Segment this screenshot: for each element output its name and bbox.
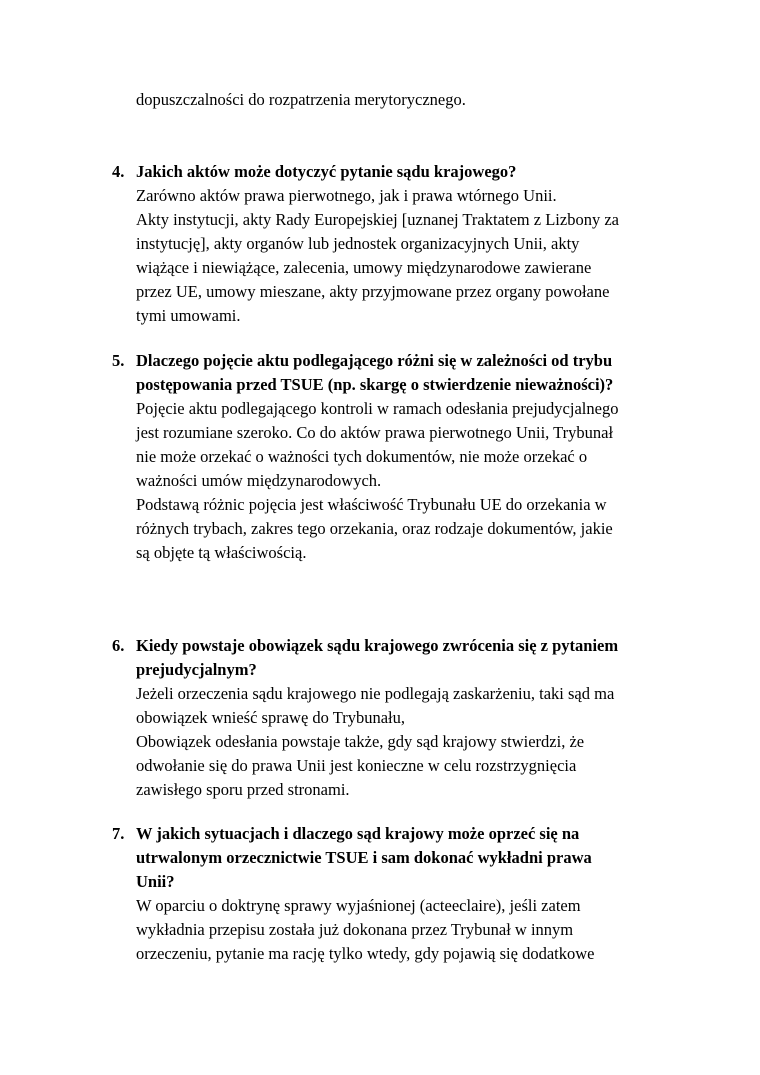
question-answer: Pojęcie aktu podlegającego kontroli w ramach odesłania prejudycjalnego jest rozumiane szeroko. Co do aktów prawa pierwotnego Unii, Trybunał nie może orzekać o ważności tych dokumentów, nie może orzekać o ważności umów międzynarodowych. Podstawą różnic pojęcia jest właściwość Trybunału UE do orzekania w różnych trybach, zakres tego orzekania, oraz rodzaje dokumentów, jakie są objęte tą właściwością.	[136, 399, 619, 562]
question-number: 6.	[112, 636, 125, 655]
question-answer: W oparciu o doktrynę sprawy wyjaśnionej (acteeclaire), jeśli zatem wykładnia przepisu została już dokonana przez Trybunał w innym orzeczeniu, pytanie ma rację tylko wtedy, gdy pojawią się dodatkowe	[136, 896, 595, 963]
question-title: W jakich sytuacjach i dlaczego sąd krajowy może oprzeć się na utrwalonym orzecznictwie TSUE i sam dokonać wykładni prawa Unii?	[136, 824, 592, 891]
question-number: 4.	[112, 162, 125, 181]
intro-paragraph: dopuszczalności do rozpatrzenia merytorycznego.	[136, 90, 466, 109]
question-number: 7.	[112, 824, 125, 843]
question-4	[112, 160, 672, 328]
question-number: 5.	[112, 351, 125, 370]
question-5	[112, 349, 672, 565]
question-answer: Jeżeli orzeczenia sądu krajowego nie podlegają zaskarżeniu, taki sąd ma obowiązek wnieść sprawę do Trybunału, Obowiązek odesłania powstaje także, gdy sąd krajowy stwierdzi, że odwołanie się do prawa Unii jest konieczne w celu rozstrzygnięcia zawisłego sporu przed stronami.	[136, 684, 615, 799]
question-title: Dlaczego pojęcie aktu podlegającego różni się w zależności od trybu postępowania przed TSUE (np. skargę o stwierdzenie nieważności)?	[136, 351, 614, 394]
question-title: Jakich aktów może dotyczyć pytanie sądu krajowego?	[136, 162, 517, 181]
question-6	[112, 634, 672, 802]
question-answer: Zarówno aktów prawa pierwotnego, jak i prawa wtórnego Unii. Akty instytucji, akty Rady Europejskiej [uznanej Traktatem z Lizbony za instytucję], akty organów lub jednostek organizacyjnych Unii, akty wiążące i niewiążące, zalecenia, umowy międzynarodowe zawierane przez UE, umowy mieszane, akty przyjmowane przez organy powołane tymi umowami.	[136, 186, 619, 325]
question-title: Kiedy powstaje obowiązek sądu krajowego zwrócenia się z pytaniem prejudycjalnym?	[136, 636, 619, 679]
question-7	[112, 822, 672, 966]
